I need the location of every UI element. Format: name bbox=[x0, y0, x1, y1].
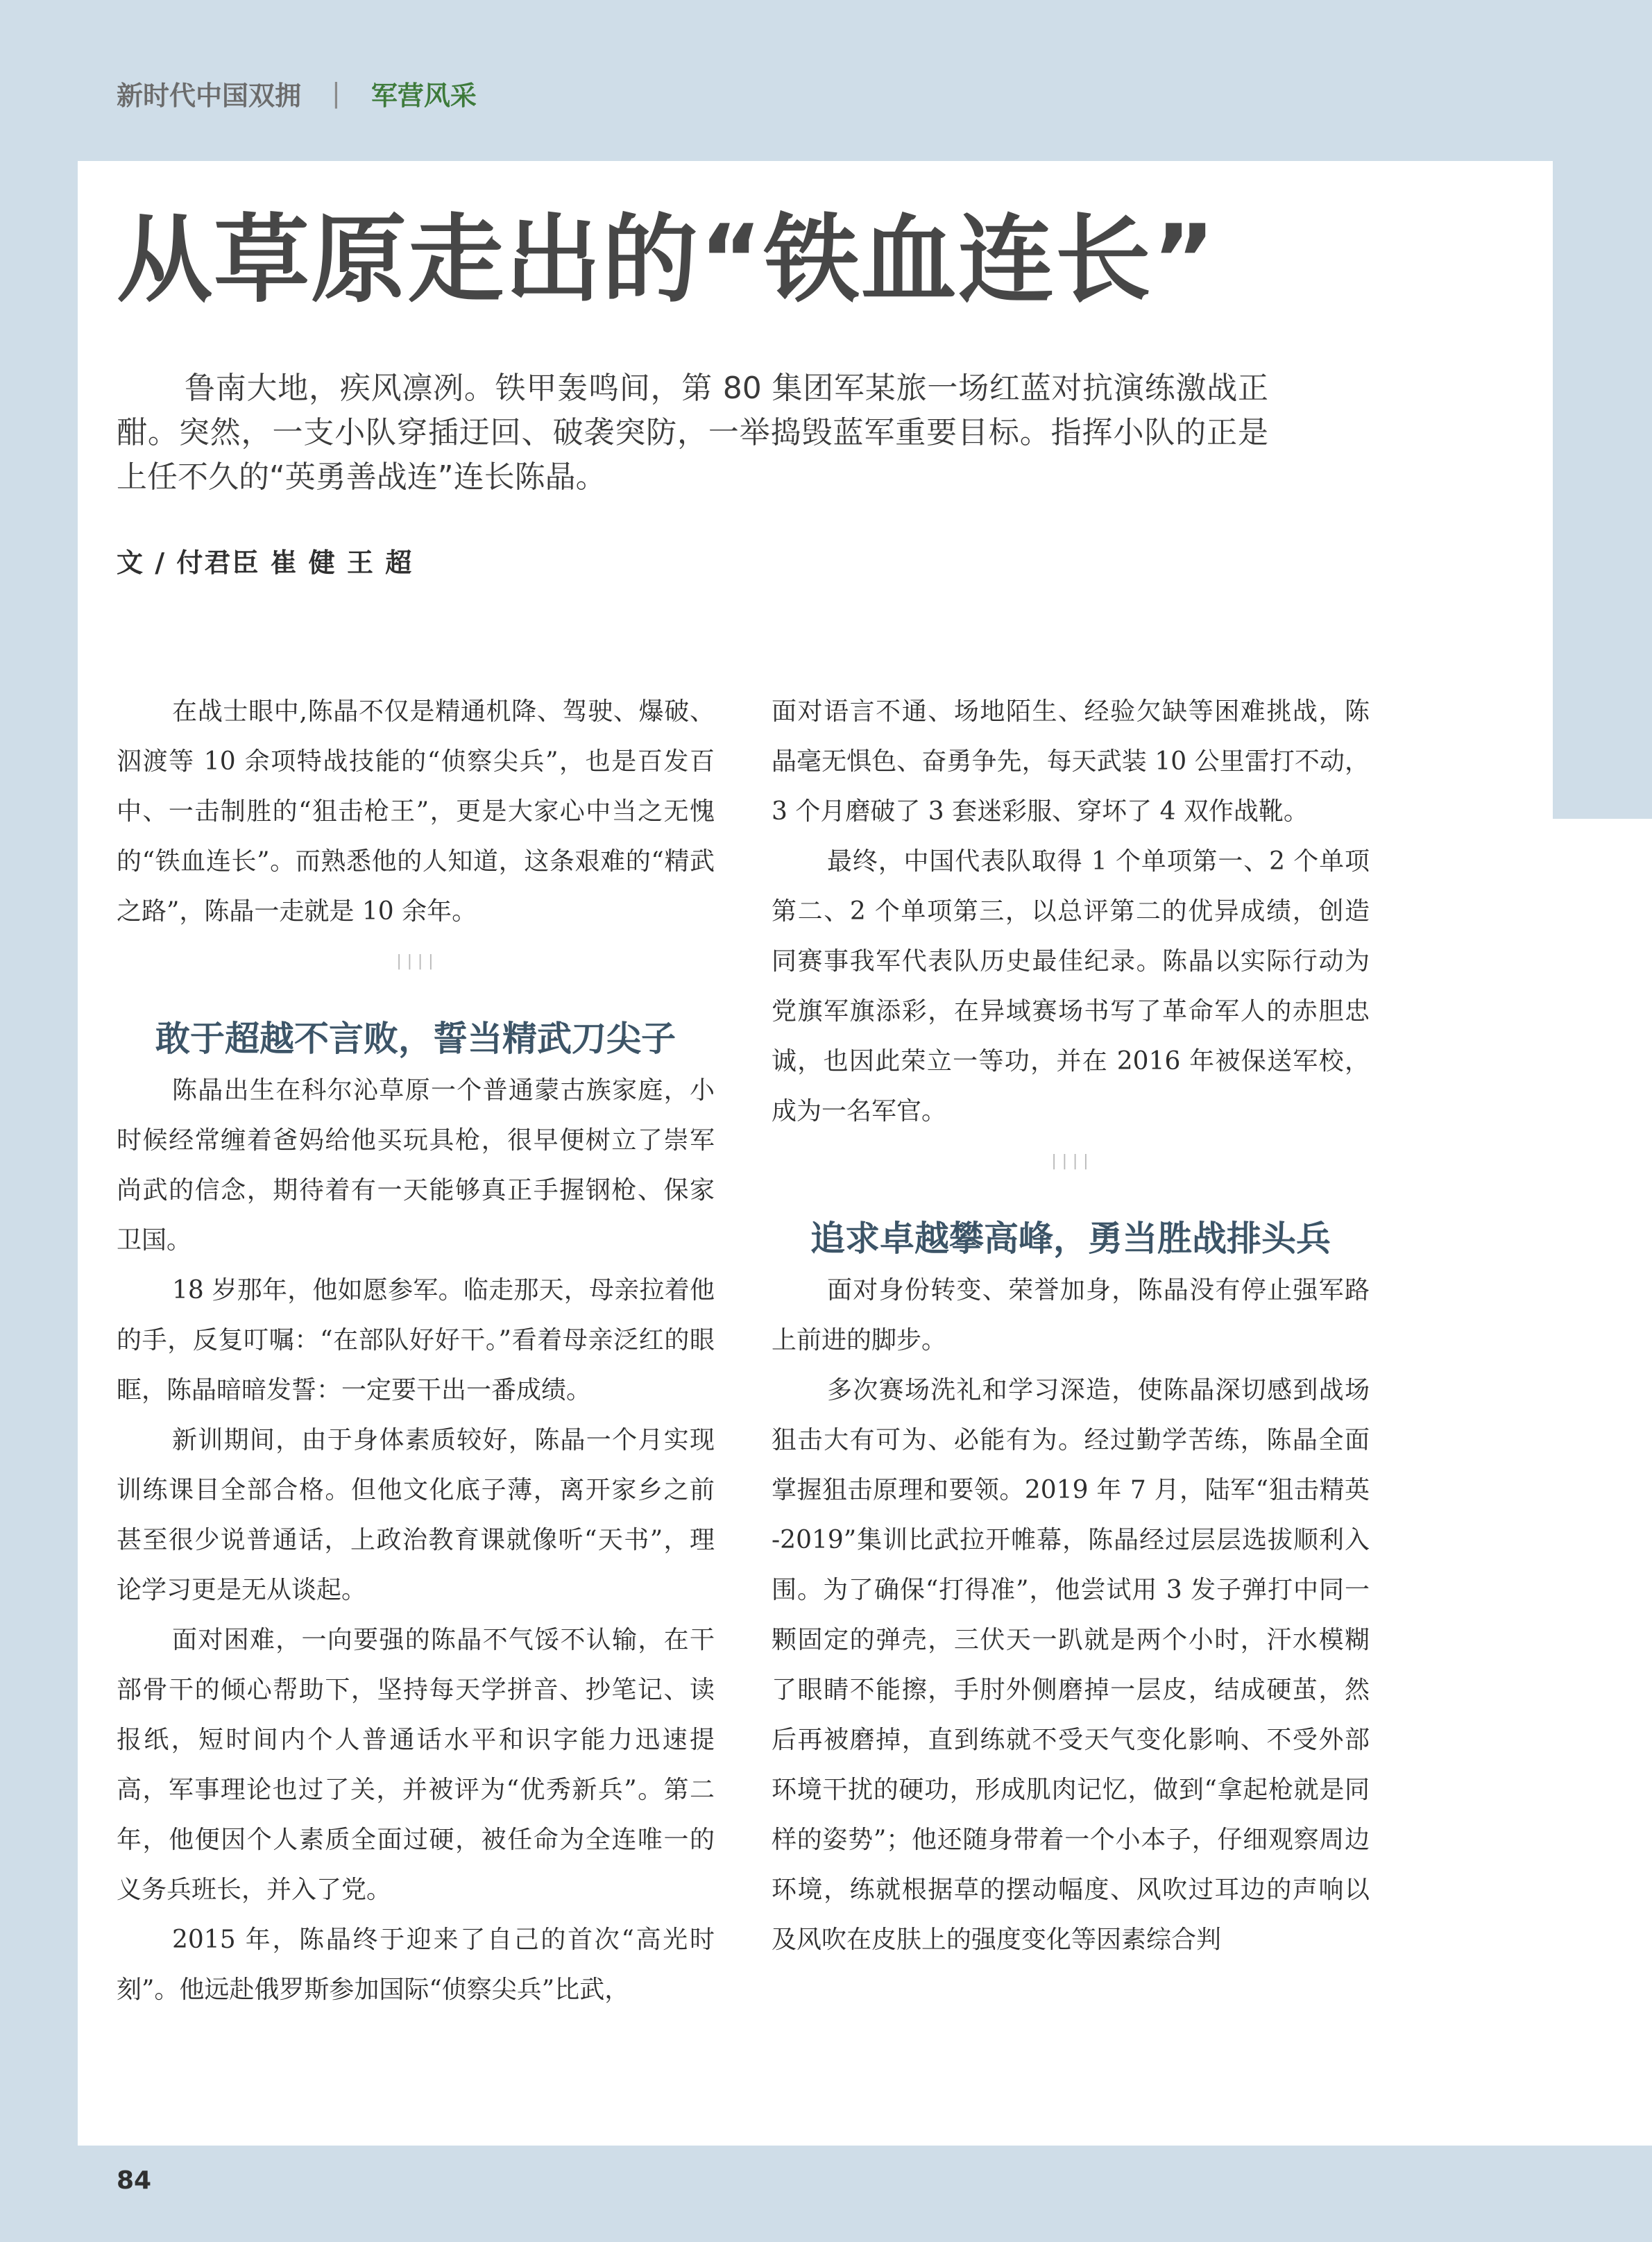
section-divider: |||| bbox=[1049, 1153, 1092, 1170]
paragraph: 面对身份转变、荣誉加身，陈晶没有停止强军路上前进的脚步。 bbox=[772, 1276, 1370, 1354]
page-sheet-extension bbox=[1553, 819, 1652, 2146]
magazine-name: 新时代中国双拥 bbox=[117, 80, 302, 111]
header-separator: | bbox=[332, 78, 341, 108]
paragraph: 面对困难，一向要强的陈晶不气馁不认输，在干部骨干的倾心帮助下，坚持每天学拼音、抄笔记、读报纸，短时间内个人普通话水平和识字能力迅速提高，军事理论也过了关，并被评为“优秀新兵”。第二年，他便因个人素质全面过硬，被任命为全连唯一的义务兵班长，并入了党。 bbox=[117, 1626, 715, 1904]
section-name: 军营风采 bbox=[371, 80, 477, 111]
paragraph: 最终，中国代表队取得 1 个单项第一、2 个单项第二、2 个单项第三，以总评第二的优异成绩，创造同赛事我军代表队历史最佳纪录。陈晶以实际行动为党旗军旗添彩，在异域赛场书写了革命军人的赤胆忠诚，也因此荣立一等功，并在 2016 年被保送军校，成为一名军官。 bbox=[772, 847, 1370, 1126]
article-lead: 鲁南大地，疾风凛冽。铁甲轰鸣间，第 80 集团军某旅一场红蓝对抗演练激战正酣。突然，一支小队穿插迂回、破袭突防，一举捣毁蓝军重要目标。指挥小队的正是上任不久的“英勇善战连”连长陈晶。 bbox=[117, 371, 1268, 495]
left-column bbox=[117, 687, 715, 2015]
paragraph: 新训期间，由于身体素质较好，陈晶一个月实现训练课目全部合格。但他文化底子薄，离开家乡之前甚至很少说普通话，上政治教育课就像听“天书”，理论学习更是无从谈起。 bbox=[117, 1426, 715, 1604]
article-title: 从草原走出的“铁血连长” bbox=[117, 204, 1217, 316]
paragraph: 多次赛场洗礼和学习深造，使陈晶深切感到战场狙击大有可为、必能有为。经过勤学苦练，陈晶全面掌握狙击原理和要领。2019 年 7 月，陆军“狙击精英 -2019”集训比武拉开帷幕，陈晶经过层层选拔顺利入围。为了确保“打得准”，他尝试用 3 发子弹打中同一颗固定的弹壳，三伏天一趴就是两个小时，汗水模糊了眼睛不能擦，手肘外侧磨掉一层皮，结成硬茧，然后再被磨掉，直到练就不受天气变化影响、不受外部环境干扰的硬功，形成肌肉记忆，做到“拿起枪就是同样的姿势”；他还随身带着一个小本子，仔细观察周边环境，练就根据草的摆动幅度、风吹过耳边的声响以及风吹在皮肤上的强度变化等因素综合判 bbox=[772, 1376, 1370, 1954]
page-number: 84 bbox=[117, 2166, 152, 2195]
right-column bbox=[772, 687, 1370, 1965]
section-heading-2: 追求卓越攀高峰，勇当胜战排头兵 bbox=[810, 1218, 1331, 1259]
article-byline: 文 / 付君臣 崔 健 王 超 bbox=[117, 547, 414, 578]
section-heading-1: 敢于超越不言败，誓当精武刀尖子 bbox=[155, 1019, 676, 1059]
paragraph-continued: 面对语言不通、场地陌生、经验欠缺等困难挑战，陈晶毫无惧色、奋勇争先，每天武装 10 公里雷打不动，3 个月磨破了 3 套迷彩服、穿坏了 4 双作战靴。 bbox=[772, 697, 1370, 826]
paragraph: 18 岁那年，他如愿参军。临走那天，母亲拉着他的手，反复叮嘱：“在部队好好干。”看着母亲泛红的眼眶，陈晶暗暗发誓：一定要干出一番成绩。 bbox=[117, 1276, 715, 1404]
paragraph: 陈晶出生在科尔沁草原一个普通蒙古族家庭，小时候经常缠着爸妈给他买玩具枪，很早便树立了崇军尚武的信念，期待着有一天能够真正手握钢枪、保家卫国。 bbox=[117, 1076, 715, 1255]
intro-paragraph: 在战士眼中,陈晶不仅是精通机降、驾驶、爆破、泅渡等 10 余项特战技能的“侦察尖兵”，也是百发百中、一击制胜的“狙击枪王”，更是大家心中当之无愧的“铁血连长”。而熟悉他的人知道，这条艰难的“精武之路”，陈晶一走就是 10 余年。 bbox=[117, 697, 715, 926]
section-divider: |||| bbox=[394, 953, 437, 970]
running-header bbox=[117, 75, 477, 111]
paragraph: 2015 年，陈晶终于迎来了自己的首次“高光时刻”。他远赴俄罗斯参加国际“侦察尖兵”比武， bbox=[117, 1926, 715, 2004]
